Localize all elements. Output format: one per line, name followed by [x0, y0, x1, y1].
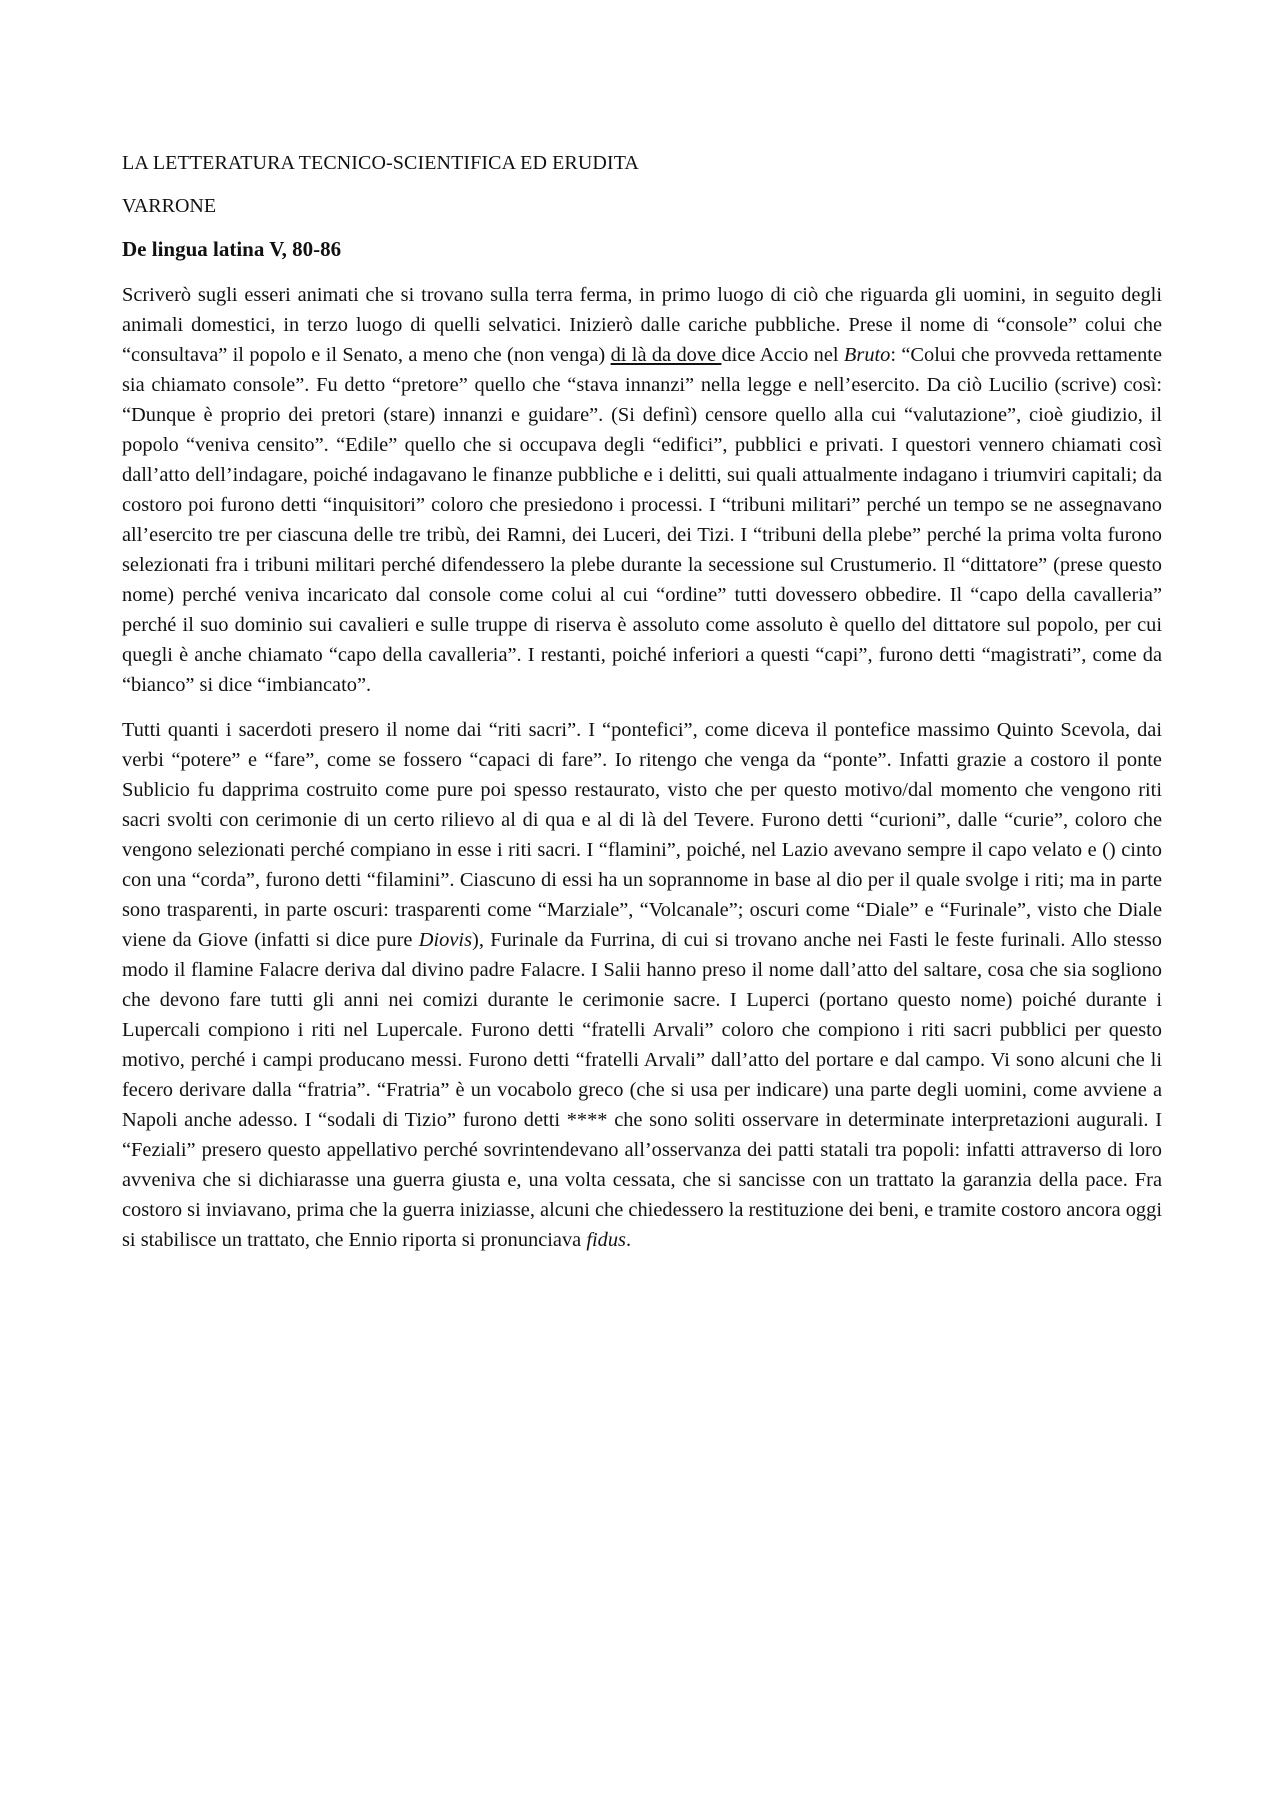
paragraph-1-text-c: : “Colui che provveda rettamente sia chiamato console”. Fu detto “pretore” quello che “stava innanzi” nella legge e nell’esercito. Da ciò Lucilio (scrive) così: “Dunque è proprio dei pretori (stare) innanzi e guidare”. (Si definì) censore quello alla cui “valutazione”, cioè giudizio, il popolo “veniva censito”. “Edile” quello che si occupava degli “edifici”, pubblici e privati. I questori vennero chiamati così dall’atto dell’indagare, poiché indagavano le finanze pubbliche e i delitti, sui quali attualmente indagano i triumviri capitali; da costoro poi furono detti “inquisitori” coloro che presiedono i processi. I “tribuni militari” perché un tempo se ne assegnavano all’esercito tre per ciascuna delle tre tribù, dei Ramni, dei Luceri, dei Tizi. I “tribuni della plebe” perché la prima volta furono selezionati fra i tribuni militari perché difendessero la plebe durante la secessione sul Crustumerio. Il “dittatore” (prese questo nome) perché veniva incaricato dal console come colui al cui “ordine” tutti dovessero obbedire. Il “capo della cavalleria” perché il suo dominio sui cavalieri e sulle truppe di riserva è assoluto come assoluto è quello del dittatore sul popolo, per cui quegli è anche chiamato “capo della cavalleria”. I restanti, poiché inferiori a questi “capi”, furono detti “magistrati”, come da “bianco” si dice “imbiancato”. — [122, 344, 1163, 696]
paragraph-1 — [122, 280, 1162, 700]
paragraph-2 — [122, 715, 1162, 1255]
italic-fidus: fidus — [586, 1229, 626, 1251]
italic-bruto: Bruto — [843, 344, 891, 366]
paragraph-1-text-b: dice Accio nel — [721, 344, 844, 366]
underlined-phrase: di là da dove — [610, 344, 722, 366]
section-heading: LA LETTERATURA TECNICO-SCIENTIFICA ED ERUDITA — [122, 152, 639, 174]
paragraph-2-text-c: . — [625, 1229, 632, 1251]
italic-diovis: Diovis — [418, 929, 473, 951]
work-title: De lingua latina V, 80-86 — [122, 237, 342, 261]
paragraph-1-text-a: Scriverò sugli esseri animati che si trovano sulla terra ferma, in primo luogo di ciò che riguarda gli uomini, in seguito degli animali domestici, in terzo luogo di quelli selvatici. Inizierò dalle cariche pubbliche. Prese il nome di “console” colui che “consultava” il popolo e il Senato, a meno che (non venga) — [122, 284, 1162, 366]
paragraph-2-text-b: ), Furinale da Furrina, di cui si trovano anche nei Fasti le feste furinali. Allo stesso modo il flamine Falacre deriva dal divino padre Falacre. I Salii hanno preso il nome dall’atto del saltare, cosa che sia sogliono che devono fare tutti gli anni nei comizi durante le cerimonie sacre. I Luperci (portano questo nome) poiché durante i Lupercali compiono i riti nel Lupercale. Furono detti “fratelli Arvali” coloro che compiono i riti sacri pubblici per questo motivo, perché i campi producano messi. Furono detti “fratelli Arvali” dall’atto del portare e dal campo. Vi sono alcuni che li fecero derivare dalla “fratria”. “Fratria” è un vocabolo greco (che si usa per indicare) una parte degli uomini, come avviene a Napoli anche adesso. I “sodali di Tizio” furono detti **** che sono soliti osservare in determinate interpretazioni augurali. I “Feziali” presero questo appellativo perché sovrintendevano all’osservanza dei patti statali tra popoli: infatti attraverso di loro avveniva che si dichiarasse una guerra giusta e, una volta cessata, che si sancisse con un trattato la garanzia della pace. Fra costoro si inviavano, prima che la guerra iniziasse, alcuni che chiedessero la restituzione dei beni, e tramite costoro ancora oggi si stabilisce un trattato, che Ennio riporta si pronunciava — [122, 929, 1163, 1251]
paragraph-2-text-a: Tutti quanti i sacerdoti presero il nome dai “riti sacri”. I “pontefici”, come diceva il pontefice massimo Quinto Scevola, dai verbi “potere” e “fare”, come se fossero “capaci di fare”. Io ritengo che venga da “ponte”. Infatti grazie a costoro il ponte Sublicio fu dapprima costruito come pure poi spesso restaurato, visto che per questo motivo/dal momento che vengono riti sacri svolti con cerimonie di un certo rilievo al di qua e al di là del Tevere. Furono detti “curioni”, dalle “curie”, coloro che vengono selezionati perché compiano in esse i riti sacri. I “flamini”, poiché, nel Lazio avevano sempre il capo velato e () cinto con una “corda”, furono detti “filamini”. Ciascuno di essi ha un soprannome in base al dio per il quale svolge i riti; ma in parte sono trasparenti, in parte oscuri: trasparenti come “Marziale”, “Volcanale”; oscuri come “Diale” e “Furinale”, visto che Diale viene da Giove (infatti si dice pure — [122, 719, 1162, 951]
author-heading: VARRONE — [122, 195, 217, 217]
document-page — [122, 150, 1162, 1270]
